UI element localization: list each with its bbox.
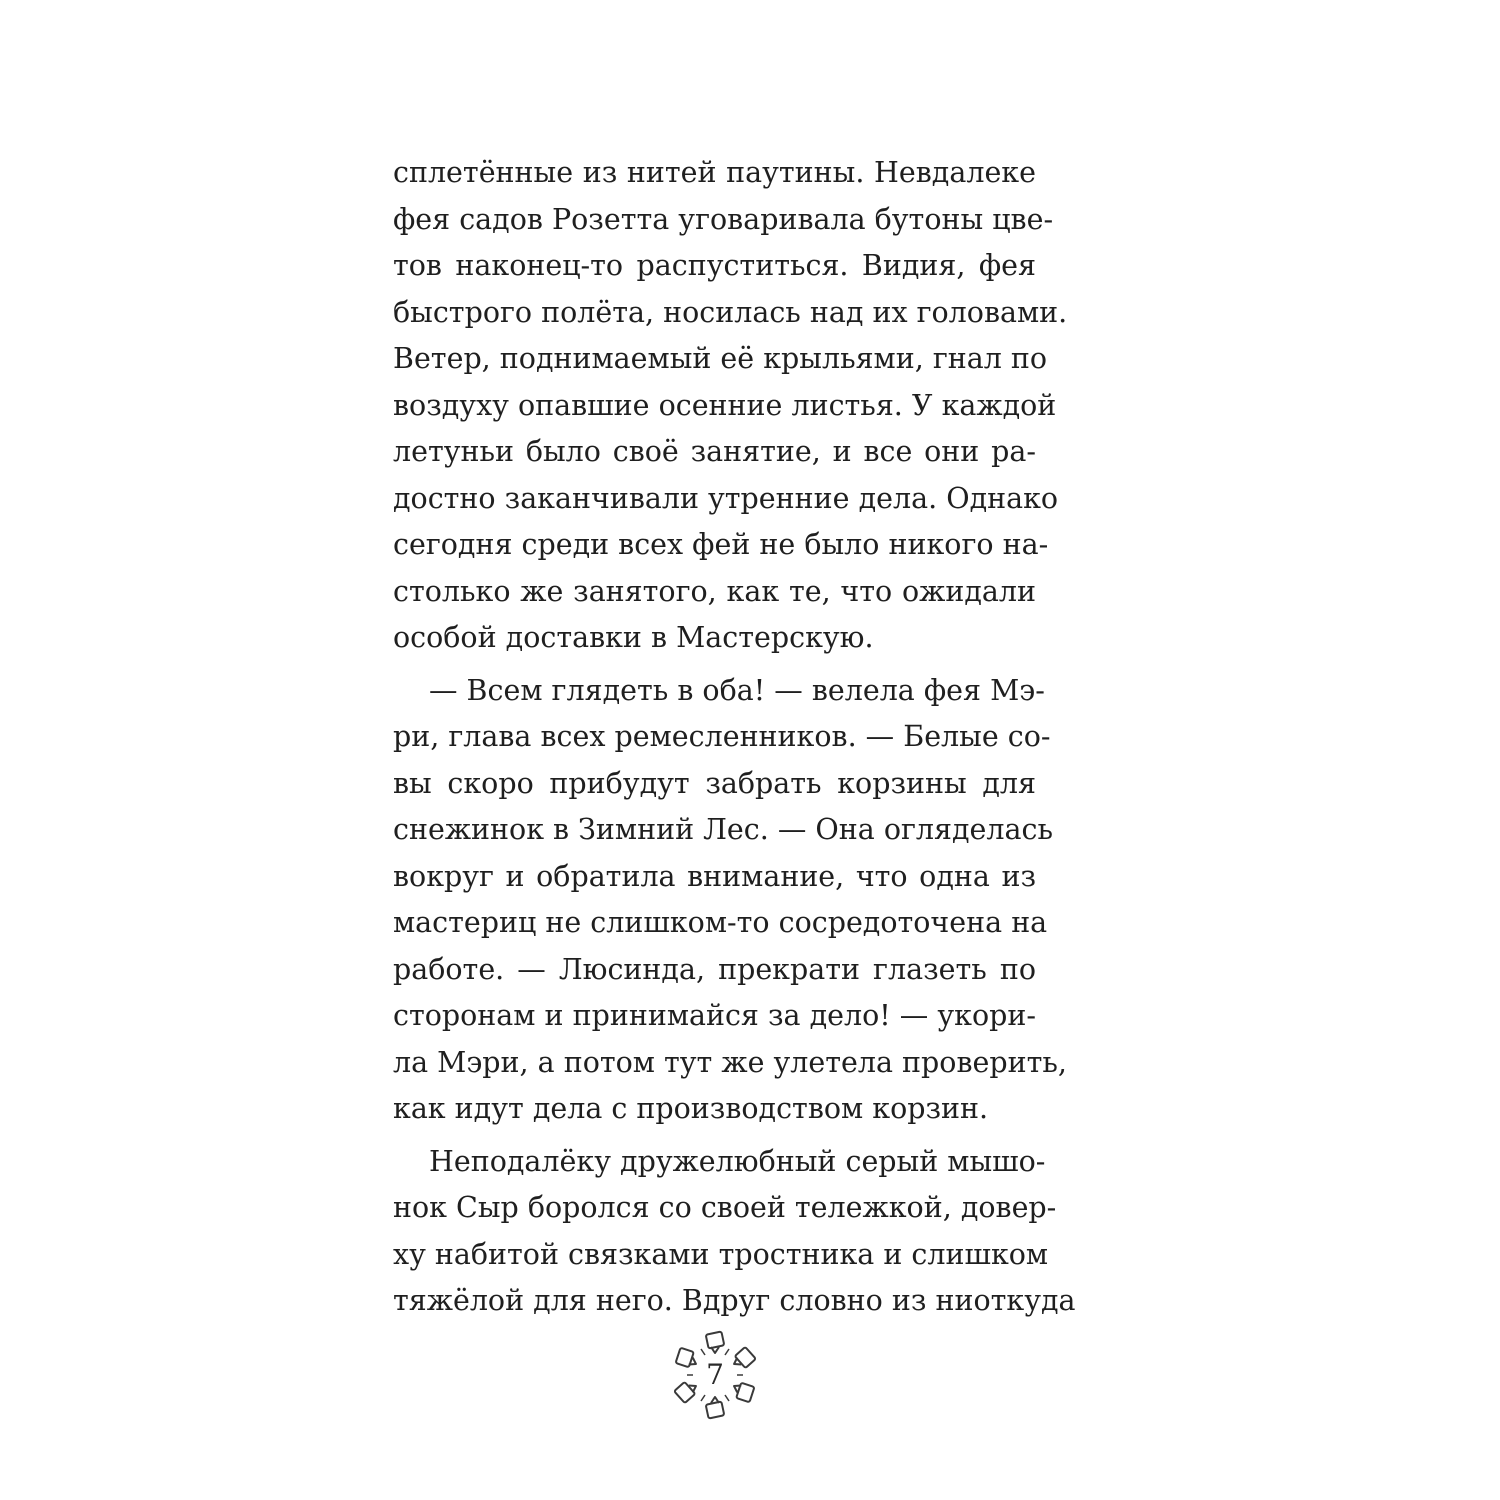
page-number: 7 bbox=[706, 1358, 724, 1391]
text-line: ху набитой связками тростника и слишком bbox=[393, 1237, 1049, 1271]
text-line: вы скоро прибудут забрать корзины для bbox=[393, 766, 1036, 800]
text-line: мастериц не слишком-то сосредоточена на bbox=[393, 906, 1048, 939]
page-number-ornament bbox=[667, 1327, 763, 1423]
text-line: столько же занятого, как те, что ожидали bbox=[393, 574, 1036, 608]
text-line: воздуху опавшие осенние листья. У каждой bbox=[393, 388, 1057, 422]
text-line: нок Сыр боролся со своей тележкой, довер- bbox=[393, 1191, 1057, 1224]
text-line: снежинок в Зимний Лес. — Она огляделась bbox=[393, 813, 1053, 846]
text-line: ри, глава всех ремесленников. — Белые со- bbox=[393, 720, 1051, 753]
paragraph bbox=[393, 668, 1067, 1133]
paragraph bbox=[393, 1139, 1076, 1325]
text-line: сегодня среди всех фей не было никого на- bbox=[393, 528, 1049, 561]
text-line: работе. — Люсинда, прекрати глазеть по bbox=[393, 952, 1036, 986]
text-line: особой доставки в Мастерскую. bbox=[393, 621, 874, 654]
text-line: Неподалёку дружелюбный серый мышо- bbox=[429, 1144, 1046, 1178]
text-line: тов наконец-то распуститься. Видия, фея bbox=[393, 249, 1036, 282]
text-line: тяжёлой для него. Вдруг словно из ниоткуда bbox=[393, 1284, 1076, 1317]
text-line: ла Мэри, а потом тут же улетела проверить, bbox=[393, 1045, 1067, 1079]
body-text bbox=[393, 150, 1076, 1325]
text-line: вокруг и обратила внимание, что одна из bbox=[393, 859, 1036, 893]
text-line: сплетённые из нитей паутины. Невдалеке bbox=[393, 156, 1036, 189]
paragraph bbox=[393, 150, 1068, 662]
text-line: — Всем глядеть в оба! — велела фея Мэ- bbox=[429, 673, 1045, 707]
text-line: фея садов Розетта уговаривала бутоны цве- bbox=[393, 202, 1054, 236]
text-line: быстрого полёта, носилась над их головами. bbox=[393, 295, 1068, 329]
text-line: летуньи было своё занятие, и все они ра- bbox=[393, 435, 1036, 468]
text-line: сторонам и принимайся за дело! — укори- bbox=[393, 999, 1036, 1032]
text-line: Ветер, поднимаемый её крыльями, гнал по bbox=[393, 342, 1048, 375]
text-line: как идут дела с производством корзин. bbox=[393, 1092, 989, 1125]
text-line: достно заканчивали утренние дела. Однако bbox=[393, 481, 1059, 515]
